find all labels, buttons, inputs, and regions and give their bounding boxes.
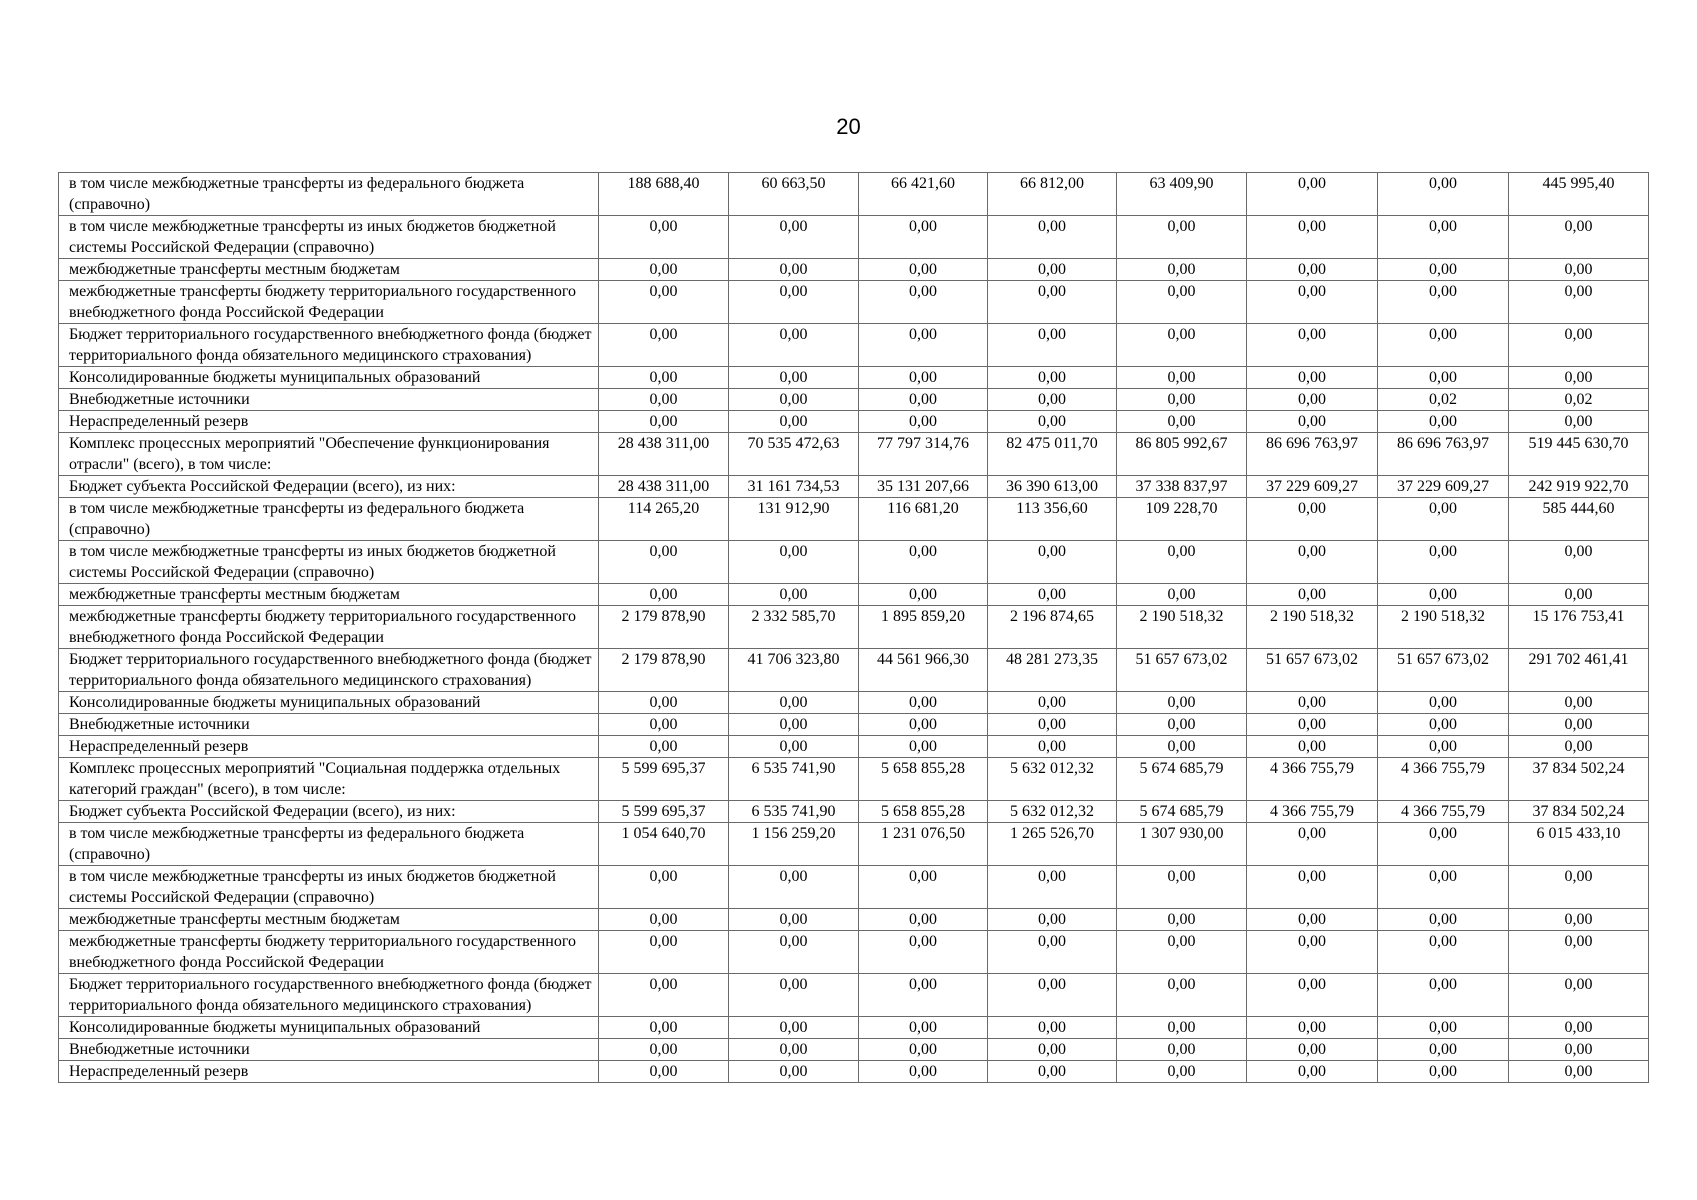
table-row — [59, 324, 1649, 367]
value-cell: 0,00 — [729, 541, 859, 584]
value-cell: 0,00 — [729, 324, 859, 367]
value-cell: 0,00 — [1509, 1017, 1649, 1039]
value-cell: 0,00 — [1378, 541, 1509, 584]
table-row — [59, 389, 1649, 411]
value-cell: 0,00 — [1117, 714, 1247, 736]
value-cell: 0,00 — [1378, 584, 1509, 606]
value-cell: 291 702 461,41 — [1509, 649, 1649, 692]
value-cell: 0,00 — [1509, 216, 1649, 259]
value-cell: 0,00 — [1378, 866, 1509, 909]
value-cell: 0,00 — [729, 736, 859, 758]
value-cell: 0,00 — [1378, 1039, 1509, 1061]
value-cell: 0,00 — [859, 974, 988, 1017]
value-cell: 0,00 — [1117, 931, 1247, 974]
value-cell: 0,00 — [988, 692, 1117, 714]
value-cell: 2 196 874,65 — [988, 606, 1117, 649]
value-cell: 37 834 502,24 — [1509, 758, 1649, 801]
table-row — [59, 866, 1649, 909]
value-cell: 0,00 — [1509, 1061, 1649, 1083]
value-cell: 0,00 — [1509, 584, 1649, 606]
row-label: Консолидированные бюджеты муниципальных образований — [59, 1017, 599, 1039]
table-row — [59, 649, 1649, 692]
row-label: Бюджет территориального государственного внебюджетного фонда (бюджет территориального фонда обязательного медицинского страхования) — [59, 974, 599, 1017]
value-cell: 0,00 — [988, 736, 1117, 758]
table-row — [59, 433, 1649, 476]
value-cell: 0,00 — [599, 1017, 729, 1039]
table-row — [59, 541, 1649, 584]
value-cell: 37 229 609,27 — [1247, 476, 1378, 498]
row-label: Консолидированные бюджеты муниципальных образований — [59, 692, 599, 714]
value-cell: 0,00 — [1378, 498, 1509, 541]
row-label: Внебюджетные источники — [59, 389, 599, 411]
value-cell: 188 688,40 — [599, 173, 729, 216]
value-cell: 0,00 — [1117, 367, 1247, 389]
value-cell: 0,00 — [729, 866, 859, 909]
value-cell: 5 658 855,28 — [859, 801, 988, 823]
table-row — [59, 281, 1649, 324]
row-label: в том числе межбюджетные трансферты из федерального бюджета (справочно) — [59, 823, 599, 866]
value-cell: 0,00 — [1247, 367, 1378, 389]
value-cell: 0,00 — [1378, 173, 1509, 216]
table-row — [59, 216, 1649, 259]
value-cell: 2 179 878,90 — [599, 649, 729, 692]
value-cell: 0,00 — [1509, 324, 1649, 367]
value-cell: 0,00 — [599, 216, 729, 259]
value-cell: 0,00 — [859, 692, 988, 714]
value-cell: 0,00 — [1378, 714, 1509, 736]
row-label: Комплекс процессных мероприятий "Обеспечение функционирования отрасли" (всего), в том числе: — [59, 433, 599, 476]
value-cell: 0,00 — [1117, 736, 1247, 758]
value-cell: 0,00 — [599, 541, 729, 584]
budget-table-body — [59, 173, 1649, 1083]
value-cell: 0,00 — [1247, 866, 1378, 909]
value-cell: 0,00 — [599, 692, 729, 714]
value-cell: 0,00 — [1378, 1061, 1509, 1083]
table-row — [59, 173, 1649, 216]
value-cell: 113 356,60 — [988, 498, 1117, 541]
value-cell: 0,00 — [1378, 281, 1509, 324]
value-cell: 63 409,90 — [1117, 173, 1247, 216]
value-cell: 0,00 — [1509, 259, 1649, 281]
row-label: Нераспределенный резерв — [59, 736, 599, 758]
value-cell: 0,00 — [1117, 1039, 1247, 1061]
value-cell: 0,00 — [729, 411, 859, 433]
value-cell: 116 681,20 — [859, 498, 988, 541]
value-cell: 109 228,70 — [1117, 498, 1247, 541]
row-label: Внебюджетные источники — [59, 714, 599, 736]
value-cell: 0,00 — [859, 909, 988, 931]
value-cell: 0,00 — [988, 909, 1117, 931]
value-cell: 0,00 — [1247, 216, 1378, 259]
value-cell: 6 535 741,90 — [729, 758, 859, 801]
row-label: в том числе межбюджетные трансферты из федерального бюджета (справочно) — [59, 498, 599, 541]
value-cell: 5 658 855,28 — [859, 758, 988, 801]
value-cell: 37 834 502,24 — [1509, 801, 1649, 823]
table-row — [59, 476, 1649, 498]
value-cell: 0,00 — [859, 216, 988, 259]
value-cell: 0,00 — [1117, 1017, 1247, 1039]
value-cell: 0,00 — [1247, 1017, 1378, 1039]
table-row — [59, 606, 1649, 649]
value-cell: 51 657 673,02 — [1247, 649, 1378, 692]
value-cell: 1 054 640,70 — [599, 823, 729, 866]
value-cell: 0,00 — [1378, 692, 1509, 714]
value-cell: 0,00 — [988, 1039, 1117, 1061]
value-cell: 60 663,50 — [729, 173, 859, 216]
value-cell: 0,00 — [729, 259, 859, 281]
table-row — [59, 1017, 1649, 1039]
value-cell: 51 657 673,02 — [1117, 649, 1247, 692]
table-row — [59, 909, 1649, 931]
value-cell: 0,00 — [1509, 931, 1649, 974]
value-cell: 0,00 — [599, 584, 729, 606]
value-cell: 0,00 — [988, 584, 1117, 606]
value-cell: 0,00 — [599, 1061, 729, 1083]
value-cell: 0,00 — [988, 259, 1117, 281]
value-cell: 0,00 — [1509, 411, 1649, 433]
value-cell: 5 632 012,32 — [988, 758, 1117, 801]
value-cell: 0,00 — [599, 714, 729, 736]
row-label: межбюджетные трансферты местным бюджетам — [59, 259, 599, 281]
value-cell: 0,00 — [1509, 1039, 1649, 1061]
page-number: 20 — [836, 114, 861, 139]
value-cell: 0,00 — [1247, 931, 1378, 974]
value-cell: 2 190 518,32 — [1378, 606, 1509, 649]
row-label: в том числе межбюджетные трансферты из иных бюджетов бюджетной системы Российской Федерации (справочно) — [59, 866, 599, 909]
table-row — [59, 801, 1649, 823]
value-cell: 0,00 — [599, 324, 729, 367]
value-cell: 0,00 — [859, 259, 988, 281]
value-cell: 41 706 323,80 — [729, 649, 859, 692]
value-cell: 0,00 — [988, 324, 1117, 367]
value-cell: 86 805 992,67 — [1117, 433, 1247, 476]
value-cell: 0,00 — [1509, 974, 1649, 1017]
value-cell: 37 338 837,97 — [1117, 476, 1247, 498]
value-cell: 0,00 — [1117, 281, 1247, 324]
value-cell: 0,00 — [1247, 736, 1378, 758]
value-cell: 4 366 755,79 — [1378, 758, 1509, 801]
value-cell: 445 995,40 — [1509, 173, 1649, 216]
value-cell: 0,00 — [1117, 389, 1247, 411]
value-cell: 4 366 755,79 — [1247, 758, 1378, 801]
value-cell: 0,00 — [1117, 692, 1247, 714]
value-cell: 48 281 273,35 — [988, 649, 1117, 692]
value-cell: 131 912,90 — [729, 498, 859, 541]
value-cell: 0,00 — [1247, 1061, 1378, 1083]
value-cell: 0,00 — [1378, 823, 1509, 866]
value-cell: 0,00 — [859, 324, 988, 367]
value-cell: 585 444,60 — [1509, 498, 1649, 541]
value-cell: 0,00 — [599, 367, 729, 389]
value-cell: 0,00 — [729, 389, 859, 411]
value-cell: 0,00 — [1509, 281, 1649, 324]
value-cell: 0,00 — [859, 736, 988, 758]
value-cell: 0,00 — [859, 1039, 988, 1061]
value-cell: 0,00 — [1247, 411, 1378, 433]
table-row — [59, 584, 1649, 606]
value-cell: 0,00 — [1247, 259, 1378, 281]
value-cell: 0,00 — [1117, 866, 1247, 909]
value-cell: 0,00 — [729, 367, 859, 389]
value-cell: 0,00 — [988, 931, 1117, 974]
value-cell: 2 179 878,90 — [599, 606, 729, 649]
row-label: Бюджет субъекта Российской Федерации (всего), из них: — [59, 801, 599, 823]
value-cell: 1 895 859,20 — [859, 606, 988, 649]
value-cell: 0,00 — [1378, 736, 1509, 758]
table-row — [59, 974, 1649, 1017]
value-cell: 0,00 — [729, 692, 859, 714]
value-cell: 0,00 — [1378, 411, 1509, 433]
value-cell: 0,00 — [1117, 259, 1247, 281]
table-row — [59, 411, 1649, 433]
value-cell: 0,00 — [1509, 367, 1649, 389]
value-cell: 28 438 311,00 — [599, 433, 729, 476]
value-cell: 0,00 — [1117, 1061, 1247, 1083]
value-cell: 0,00 — [1509, 714, 1649, 736]
value-cell: 44 561 966,30 — [859, 649, 988, 692]
value-cell: 0,00 — [859, 1061, 988, 1083]
value-cell: 114 265,20 — [599, 498, 729, 541]
value-cell: 0,00 — [1378, 909, 1509, 931]
table-row — [59, 736, 1649, 758]
value-cell: 0,00 — [988, 411, 1117, 433]
value-cell: 0,00 — [599, 866, 729, 909]
table-row — [59, 1061, 1649, 1083]
value-cell: 28 438 311,00 — [599, 476, 729, 498]
value-cell: 0,00 — [1247, 823, 1378, 866]
value-cell: 36 390 613,00 — [988, 476, 1117, 498]
value-cell: 0,00 — [859, 866, 988, 909]
value-cell: 0,00 — [988, 1061, 1117, 1083]
table-row — [59, 367, 1649, 389]
row-label: межбюджетные трансферты местным бюджетам — [59, 584, 599, 606]
value-cell: 0,00 — [1378, 259, 1509, 281]
value-cell: 0,00 — [988, 389, 1117, 411]
value-cell: 0,00 — [1117, 909, 1247, 931]
value-cell: 5 599 695,37 — [599, 758, 729, 801]
value-cell: 6 535 741,90 — [729, 801, 859, 823]
value-cell: 0,00 — [1117, 411, 1247, 433]
value-cell: 0,00 — [859, 367, 988, 389]
value-cell: 0,00 — [1117, 974, 1247, 1017]
value-cell: 0,00 — [599, 389, 729, 411]
row-label: Консолидированные бюджеты муниципальных образований — [59, 367, 599, 389]
value-cell: 0,00 — [988, 367, 1117, 389]
value-cell: 0,00 — [859, 389, 988, 411]
value-cell: 0,00 — [1378, 931, 1509, 974]
value-cell: 0,00 — [729, 714, 859, 736]
value-cell: 0,00 — [599, 974, 729, 1017]
value-cell: 31 161 734,53 — [729, 476, 859, 498]
value-cell: 77 797 314,76 — [859, 433, 988, 476]
value-cell: 2 190 518,32 — [1247, 606, 1378, 649]
value-cell: 4 366 755,79 — [1378, 801, 1509, 823]
value-cell: 1 231 076,50 — [859, 823, 988, 866]
value-cell: 0,00 — [1117, 584, 1247, 606]
row-label: в том числе межбюджетные трансферты из федерального бюджета (справочно) — [59, 173, 599, 216]
value-cell: 0,00 — [729, 281, 859, 324]
value-cell: 6 015 433,10 — [1509, 823, 1649, 866]
value-cell: 0,00 — [729, 1061, 859, 1083]
row-label: в том числе межбюджетные трансферты из иных бюджетов бюджетной системы Российской Федерации (справочно) — [59, 541, 599, 584]
value-cell: 0,00 — [1247, 498, 1378, 541]
value-cell: 0,00 — [1378, 367, 1509, 389]
value-cell: 0,00 — [1378, 974, 1509, 1017]
value-cell: 0,00 — [988, 974, 1117, 1017]
value-cell: 0,00 — [1117, 216, 1247, 259]
value-cell: 70 535 472,63 — [729, 433, 859, 476]
row-label: Бюджет территориального государственного внебюджетного фонда (бюджет территориального фонда обязательного медицинского страхования) — [59, 649, 599, 692]
value-cell: 0,02 — [1509, 389, 1649, 411]
value-cell: 35 131 207,66 — [859, 476, 988, 498]
value-cell: 0,00 — [859, 931, 988, 974]
row-label: Комплекс процессных мероприятий "Социальная поддержка отдельных категорий граждан" (всего), в том числе: — [59, 758, 599, 801]
value-cell: 0,00 — [1378, 324, 1509, 367]
value-cell: 0,00 — [729, 974, 859, 1017]
value-cell: 0,00 — [1247, 1039, 1378, 1061]
value-cell: 0,00 — [988, 216, 1117, 259]
budget-table — [58, 172, 1649, 1083]
value-cell: 0,00 — [859, 1017, 988, 1039]
value-cell: 82 475 011,70 — [988, 433, 1117, 476]
value-cell: 0,00 — [729, 216, 859, 259]
value-cell: 0,00 — [729, 1039, 859, 1061]
table-row — [59, 714, 1649, 736]
value-cell: 66 421,60 — [859, 173, 988, 216]
value-cell: 0,00 — [859, 714, 988, 736]
row-label: межбюджетные трансферты бюджету территориального государственного внебюджетного фонда Российской Федерации — [59, 606, 599, 649]
value-cell: 0,00 — [1509, 541, 1649, 584]
value-cell: 2 332 585,70 — [729, 606, 859, 649]
table-row — [59, 498, 1649, 541]
value-cell: 0,00 — [988, 866, 1117, 909]
value-cell: 51 657 673,02 — [1378, 649, 1509, 692]
value-cell: 5 674 685,79 — [1117, 758, 1247, 801]
value-cell: 0,00 — [599, 1039, 729, 1061]
value-cell: 0,00 — [1247, 541, 1378, 584]
value-cell: 519 445 630,70 — [1509, 433, 1649, 476]
value-cell: 5 632 012,32 — [988, 801, 1117, 823]
value-cell: 0,00 — [988, 714, 1117, 736]
value-cell: 0,00 — [988, 541, 1117, 584]
value-cell: 0,00 — [859, 541, 988, 584]
value-cell: 0,00 — [599, 736, 729, 758]
value-cell: 5 674 685,79 — [1117, 801, 1247, 823]
value-cell: 0,00 — [1509, 692, 1649, 714]
value-cell: 0,00 — [1247, 692, 1378, 714]
value-cell: 0,00 — [1378, 216, 1509, 259]
value-cell: 0,00 — [599, 259, 729, 281]
value-cell: 0,00 — [988, 1017, 1117, 1039]
value-cell: 0,00 — [1247, 281, 1378, 324]
value-cell: 0,00 — [1509, 909, 1649, 931]
row-label: Нераспределенный резерв — [59, 1061, 599, 1083]
value-cell: 0,00 — [729, 584, 859, 606]
value-cell: 0,00 — [1247, 584, 1378, 606]
value-cell: 0,00 — [1378, 1017, 1509, 1039]
table-row — [59, 758, 1649, 801]
value-cell: 0,00 — [1247, 173, 1378, 216]
value-cell: 15 176 753,41 — [1509, 606, 1649, 649]
value-cell: 0,00 — [599, 931, 729, 974]
row-label: межбюджетные трансферты бюджету территориального государственного внебюджетного фонда Российской Федерации — [59, 281, 599, 324]
row-label: межбюджетные трансферты местным бюджетам — [59, 909, 599, 931]
table-row — [59, 259, 1649, 281]
value-cell: 0,02 — [1378, 389, 1509, 411]
value-cell: 0,00 — [1117, 541, 1247, 584]
value-cell: 66 812,00 — [988, 173, 1117, 216]
value-cell: 0,00 — [1247, 714, 1378, 736]
value-cell: 242 919 922,70 — [1509, 476, 1649, 498]
value-cell: 0,00 — [1247, 974, 1378, 1017]
value-cell: 0,00 — [859, 281, 988, 324]
value-cell: 0,00 — [599, 411, 729, 433]
table-row — [59, 931, 1649, 974]
row-label: Внебюджетные источники — [59, 1039, 599, 1061]
value-cell: 0,00 — [729, 931, 859, 974]
row-label: Бюджет субъекта Российской Федерации (всего), из них: — [59, 476, 599, 498]
value-cell: 0,00 — [599, 281, 729, 324]
value-cell: 0,00 — [599, 909, 729, 931]
value-cell: 0,00 — [1247, 389, 1378, 411]
value-cell: 0,00 — [1509, 866, 1649, 909]
row-label: в том числе межбюджетные трансферты из иных бюджетов бюджетной системы Российской Федерации (справочно) — [59, 216, 599, 259]
value-cell: 86 696 763,97 — [1378, 433, 1509, 476]
value-cell: 1 265 526,70 — [988, 823, 1117, 866]
value-cell: 0,00 — [1247, 909, 1378, 931]
value-cell: 0,00 — [729, 909, 859, 931]
table-row — [59, 692, 1649, 714]
value-cell: 0,00 — [859, 411, 988, 433]
value-cell: 4 366 755,79 — [1247, 801, 1378, 823]
table-row — [59, 1039, 1649, 1061]
value-cell: 0,00 — [1509, 736, 1649, 758]
value-cell: 0,00 — [729, 1017, 859, 1039]
value-cell: 0,00 — [988, 281, 1117, 324]
row-label: межбюджетные трансферты бюджету территориального государственного внебюджетного фонда Российской Федерации — [59, 931, 599, 974]
value-cell: 5 599 695,37 — [599, 801, 729, 823]
value-cell: 37 229 609,27 — [1378, 476, 1509, 498]
row-label: Бюджет территориального государственного внебюджетного фонда (бюджет территориального фонда обязательного медицинского страхования) — [59, 324, 599, 367]
value-cell: 1 156 259,20 — [729, 823, 859, 866]
value-cell: 86 696 763,97 — [1247, 433, 1378, 476]
value-cell: 0,00 — [859, 584, 988, 606]
value-cell: 0,00 — [1117, 324, 1247, 367]
value-cell: 2 190 518,32 — [1117, 606, 1247, 649]
value-cell: 1 307 930,00 — [1117, 823, 1247, 866]
table-row — [59, 823, 1649, 866]
value-cell: 0,00 — [1247, 324, 1378, 367]
row-label: Нераспределенный резерв — [59, 411, 599, 433]
